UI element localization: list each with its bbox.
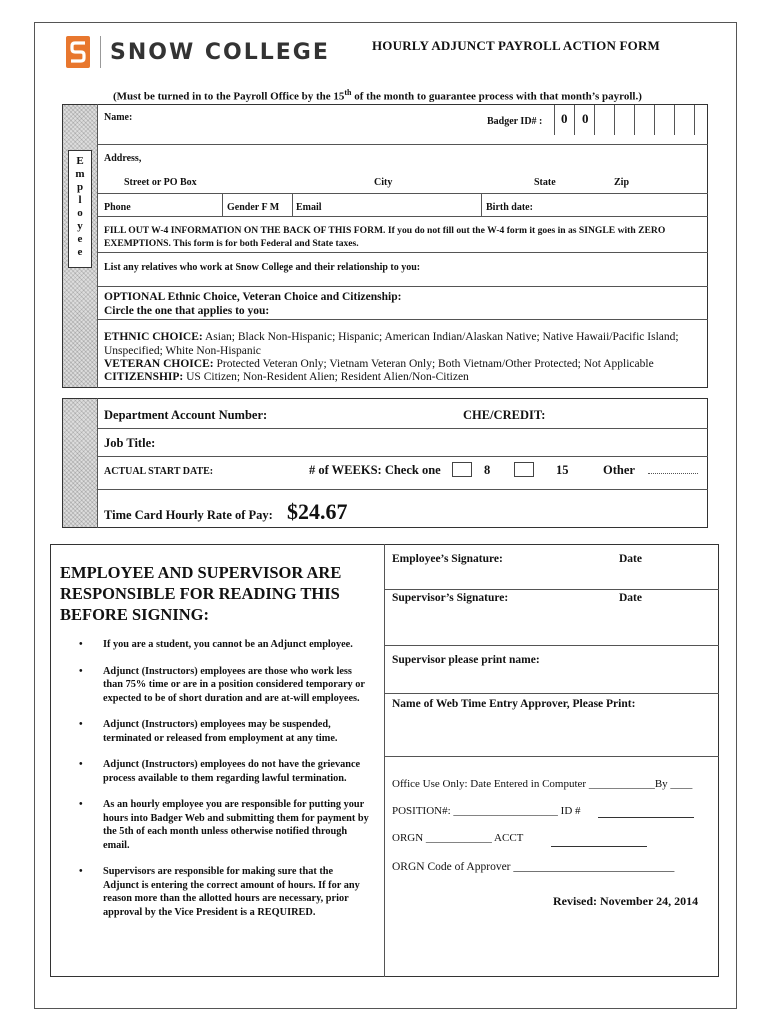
zip-label: Zip xyxy=(614,177,630,188)
badger-id-label: Badger ID# : xyxy=(487,116,543,127)
name-label: Name: xyxy=(104,112,133,123)
weeks-label: # of WEEKS: Check one xyxy=(309,463,441,477)
logo-wordmark: SNOW COLLEGE xyxy=(110,40,330,65)
supervisor-print-name-label: Supervisor please print name: xyxy=(392,654,540,666)
submission-note: (Must be turned in to the Payroll Office by the 15th of the month to guarantee process with that month’s payroll.) xyxy=(113,88,642,103)
list-item: • Adjunct (Instructors) employees may be suspended, terminated or released from employment at any time. xyxy=(79,719,338,744)
acct-line[interactable] xyxy=(551,846,647,847)
weeks-8-label: 8 xyxy=(484,463,491,477)
che-credit-label: CHE/CREDIT: xyxy=(463,408,546,422)
list-item: • Adjunct (Instructors) employees are those who work less than 75% time or are in a position considered temporary or expected to be of short duration and are at-will employees. xyxy=(79,665,365,704)
office-orgn-acct: ORGN ____________ ACCT xyxy=(392,832,524,844)
job-title-label: Job Title: xyxy=(104,436,156,450)
ethnic-choice-line-2: Unspecified; White Non-Hispanic xyxy=(104,345,261,357)
responsibility-heading: EMPLOYEE AND SUPERVISOR ARE RESPONSIBLE FOR READING THIS BEFORE SIGNING: xyxy=(60,563,342,624)
phone-label: Phone xyxy=(104,202,131,213)
office-orgn-approver: ORGN Code of Approver ____________________________ xyxy=(392,861,675,873)
ethnic-choice-line: ETHNIC CHOICE: Asian; Black Non-Hispanic; Hispanic; American Indian/Alaskan Native; Native Hawaii/Pacific Island; xyxy=(104,331,679,343)
birth-date-label: Birth date: xyxy=(486,202,533,213)
city-label: City xyxy=(374,177,393,188)
id-line[interactable] xyxy=(598,817,694,818)
w4-instruction-2: EXEMPTIONS. This form is for both Federal and State taxes. xyxy=(104,238,359,249)
start-date-label: ACTUAL START DATE: xyxy=(104,466,214,477)
optional-heading: OPTIONAL Ethnic Choice, Veteran Choice and Citizenship: xyxy=(104,291,402,303)
weeks-15-label: 15 xyxy=(556,463,569,477)
responsibility-list xyxy=(60,638,370,932)
hourly-rate-value: $24.67 xyxy=(287,499,348,524)
badger-id-digit-2: 0 xyxy=(582,111,589,126)
logo-divider xyxy=(100,36,101,68)
citizenship-line: CITIZENSHIP: US Citizen; Non-Resident Alien; Resident Alien/Non-Citizen xyxy=(104,371,469,383)
weeks-15-checkbox[interactable] xyxy=(514,462,534,477)
form-title: HOURLY ADJUNCT PAYROLL ACTION FORM xyxy=(372,38,661,53)
list-item: • If you are a student, you cannot be an Adjunct employee. xyxy=(79,639,353,650)
list-item: • Adjunct (Instructors) employees do not have the grievance process available to them regarding lawful termination. xyxy=(79,759,361,784)
email-label: Email xyxy=(296,202,322,213)
revised-date: Revised: November 24, 2014 xyxy=(553,894,699,908)
optional-circle-note: Circle the one that applies to you: xyxy=(104,305,270,317)
state-label: State xyxy=(534,177,556,188)
gender-label: Gender F M xyxy=(227,202,280,213)
web-approver-label: Name of Web Time Entry Approver, Please Print: xyxy=(392,698,636,710)
employee-signature-label: Employee’s Signature: xyxy=(392,553,503,565)
weeks-other-label: Other xyxy=(603,463,635,477)
dept-account-label: Department Account Number: xyxy=(104,408,268,422)
weeks-other-line[interactable] xyxy=(648,473,698,474)
badger-id-digit-1: 0 xyxy=(561,111,568,126)
supervisor-date-label: Date xyxy=(619,592,642,604)
snow-college-logo-icon xyxy=(66,36,90,68)
office-use-entered: Office Use Only: Date Entered in Computer ____________By ____ xyxy=(392,778,693,790)
supervisor-signature-label: Supervisor’s Signature: xyxy=(392,592,509,604)
weeks-8-checkbox[interactable] xyxy=(452,462,472,477)
relatives-label: List any relatives who work at Snow College and their relationship to you: xyxy=(104,262,421,273)
employee-side-label: E m p l o y e e xyxy=(68,150,92,268)
w4-instruction-1: FILL OUT W-4 INFORMATION ON THE BACK OF THIS FORM. If you do not fill out the W-4 form it goes in as SINGLE with ZERO xyxy=(104,225,666,236)
office-position: POSITION#: ___________________ ID # xyxy=(392,805,581,817)
list-item: • Supervisors are responsible for making sure that the Adjunct is entering the correct amount of hours. If for any reason more than the allotted hours are necessary, prior approval by the Vice President is a REQUIRED. xyxy=(79,866,360,918)
hourly-rate-label: Time Card Hourly Rate of Pay: xyxy=(104,508,273,522)
list-item: • As an hourly employee you are responsible for putting your hours into Badger Web and submitting them for payment by the 5th of each month unless otherwise notified through email. xyxy=(79,799,369,851)
address-label: Address, xyxy=(104,153,142,164)
street-label: Street or PO Box xyxy=(124,177,197,188)
veteran-choice-line: VETERAN CHOICE: Protected Veteran Only; Vietnam Veteran Only; Both Vietnam/Other Protected; Not Applicable xyxy=(104,358,654,370)
employee-date-label: Date xyxy=(619,553,642,565)
